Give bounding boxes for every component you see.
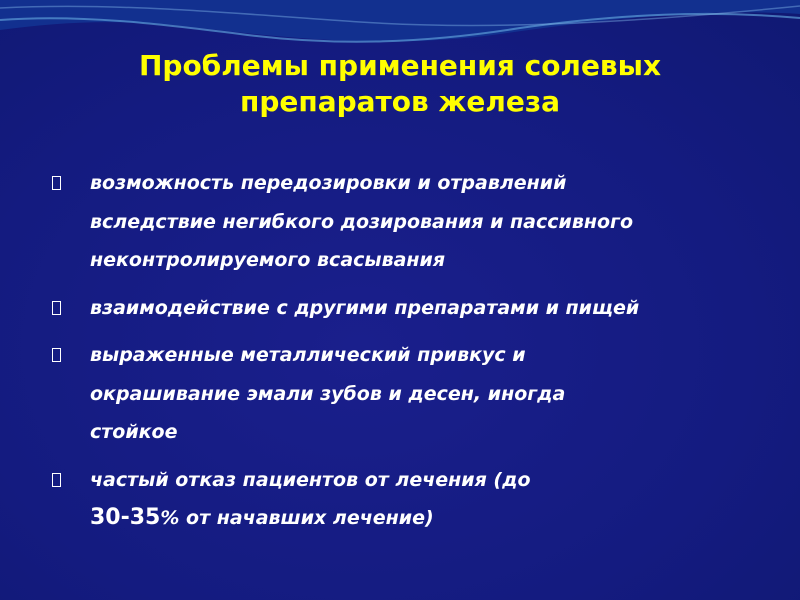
- bullet-text-line: окрашивание эмали зубов и десен, иногда: [90, 382, 566, 405]
- bullet-text-line: % от начавших лечение): [160, 507, 434, 529]
- title-line-2: препаратов железа: [239, 85, 560, 118]
- bullet-list: [50, 164, 750, 547]
- bullet-item: [50, 164, 750, 280]
- bullet-item: [50, 336, 750, 452]
- bullet-text-line: частый отказ пациентов от лечения (до: [90, 468, 531, 491]
- bullet-marker-icon: [52, 301, 61, 315]
- bullet-item: [50, 461, 750, 538]
- bullet-text-line: взаимодействие с другими препаратами и пищей: [90, 296, 640, 319]
- bullet-text-line: неконтролируемого всасывания: [90, 249, 446, 271]
- title-line-1: Проблемы применения солевых: [138, 49, 662, 82]
- bullet-item: [50, 289, 750, 328]
- bullet-text-line: возможность передозировки и отравлений: [90, 172, 567, 194]
- bullet-text-line: стойкое: [90, 421, 178, 443]
- bullet-text-line: вследствие негибкого дозирования и пассивного: [90, 210, 634, 233]
- bullet-marker-icon: [52, 176, 61, 190]
- bullet-text-line: выраженные металлический привкус и: [90, 344, 526, 366]
- percentage-number: 30-35: [90, 505, 161, 530]
- slide-title: [40, 48, 760, 120]
- bullet-marker-icon: [52, 348, 61, 362]
- bullet-marker-icon: [52, 473, 61, 487]
